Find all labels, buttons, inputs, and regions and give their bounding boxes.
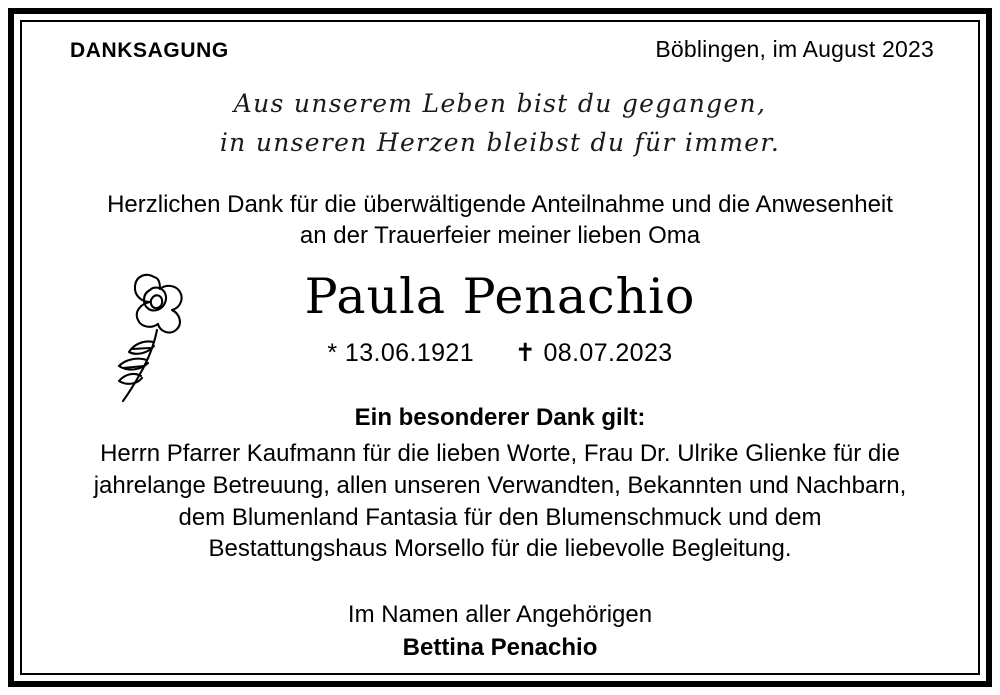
obituary-card [8,8,992,687]
death-date: 08.07.2023 [543,338,673,367]
obituary-card-inner-border [20,20,980,675]
deceased-block [52,267,948,368]
deceased-name: Paula Penachio [304,267,696,325]
header-row [52,36,948,63]
place-and-date: Böblingen, im August 2023 [655,36,934,62]
closing-block [52,599,948,664]
rose-illustration-icon [110,260,220,410]
special-thanks-line-3: dem Blumenland Fantasia für den Blumenschmuck und dem [178,503,822,531]
special-thanks-line-2: jahrelange Betreuung, allen unseren Verwandten, Bekannten und Nachbarn, [93,471,907,499]
birth-date: 13.06.1921 [344,338,475,367]
verse-line-2: in unseren Herzen bleibst du für immer. [219,127,781,157]
special-thanks-heading: Ein besonderer Dank gilt: [354,403,646,431]
thanks-paragraph [52,189,948,252]
birth-symbol: * [327,338,338,367]
memorial-verse [52,85,948,163]
signer-name: Bettina Penachio [402,633,598,661]
special-thanks-line-4: Bestattungshaus Morsello für die liebevolle Begleitung. [208,535,792,563]
thanks-line-1: Herzlichen Dank für die überwältigende Anteilnahme und die Anwesenheit [107,190,893,218]
thanks-line-2: an der Trauerfeier meiner lieben Oma [299,222,701,250]
closing-line: Im Namen aller Angehörigen [347,601,653,629]
notice-kicker: DANKSAGUNG [70,39,229,62]
obituary-content [22,22,978,673]
special-thanks-body [52,438,948,566]
special-thanks-line-1: Herrn Pfarrer Kaufmann für die lieben Worte, Frau Dr. Ulrike Glienke für die [100,439,900,467]
verse-line-1: Aus unserem Leben bist du gegangen, [233,89,767,118]
death-symbol: ✝ [514,338,537,367]
